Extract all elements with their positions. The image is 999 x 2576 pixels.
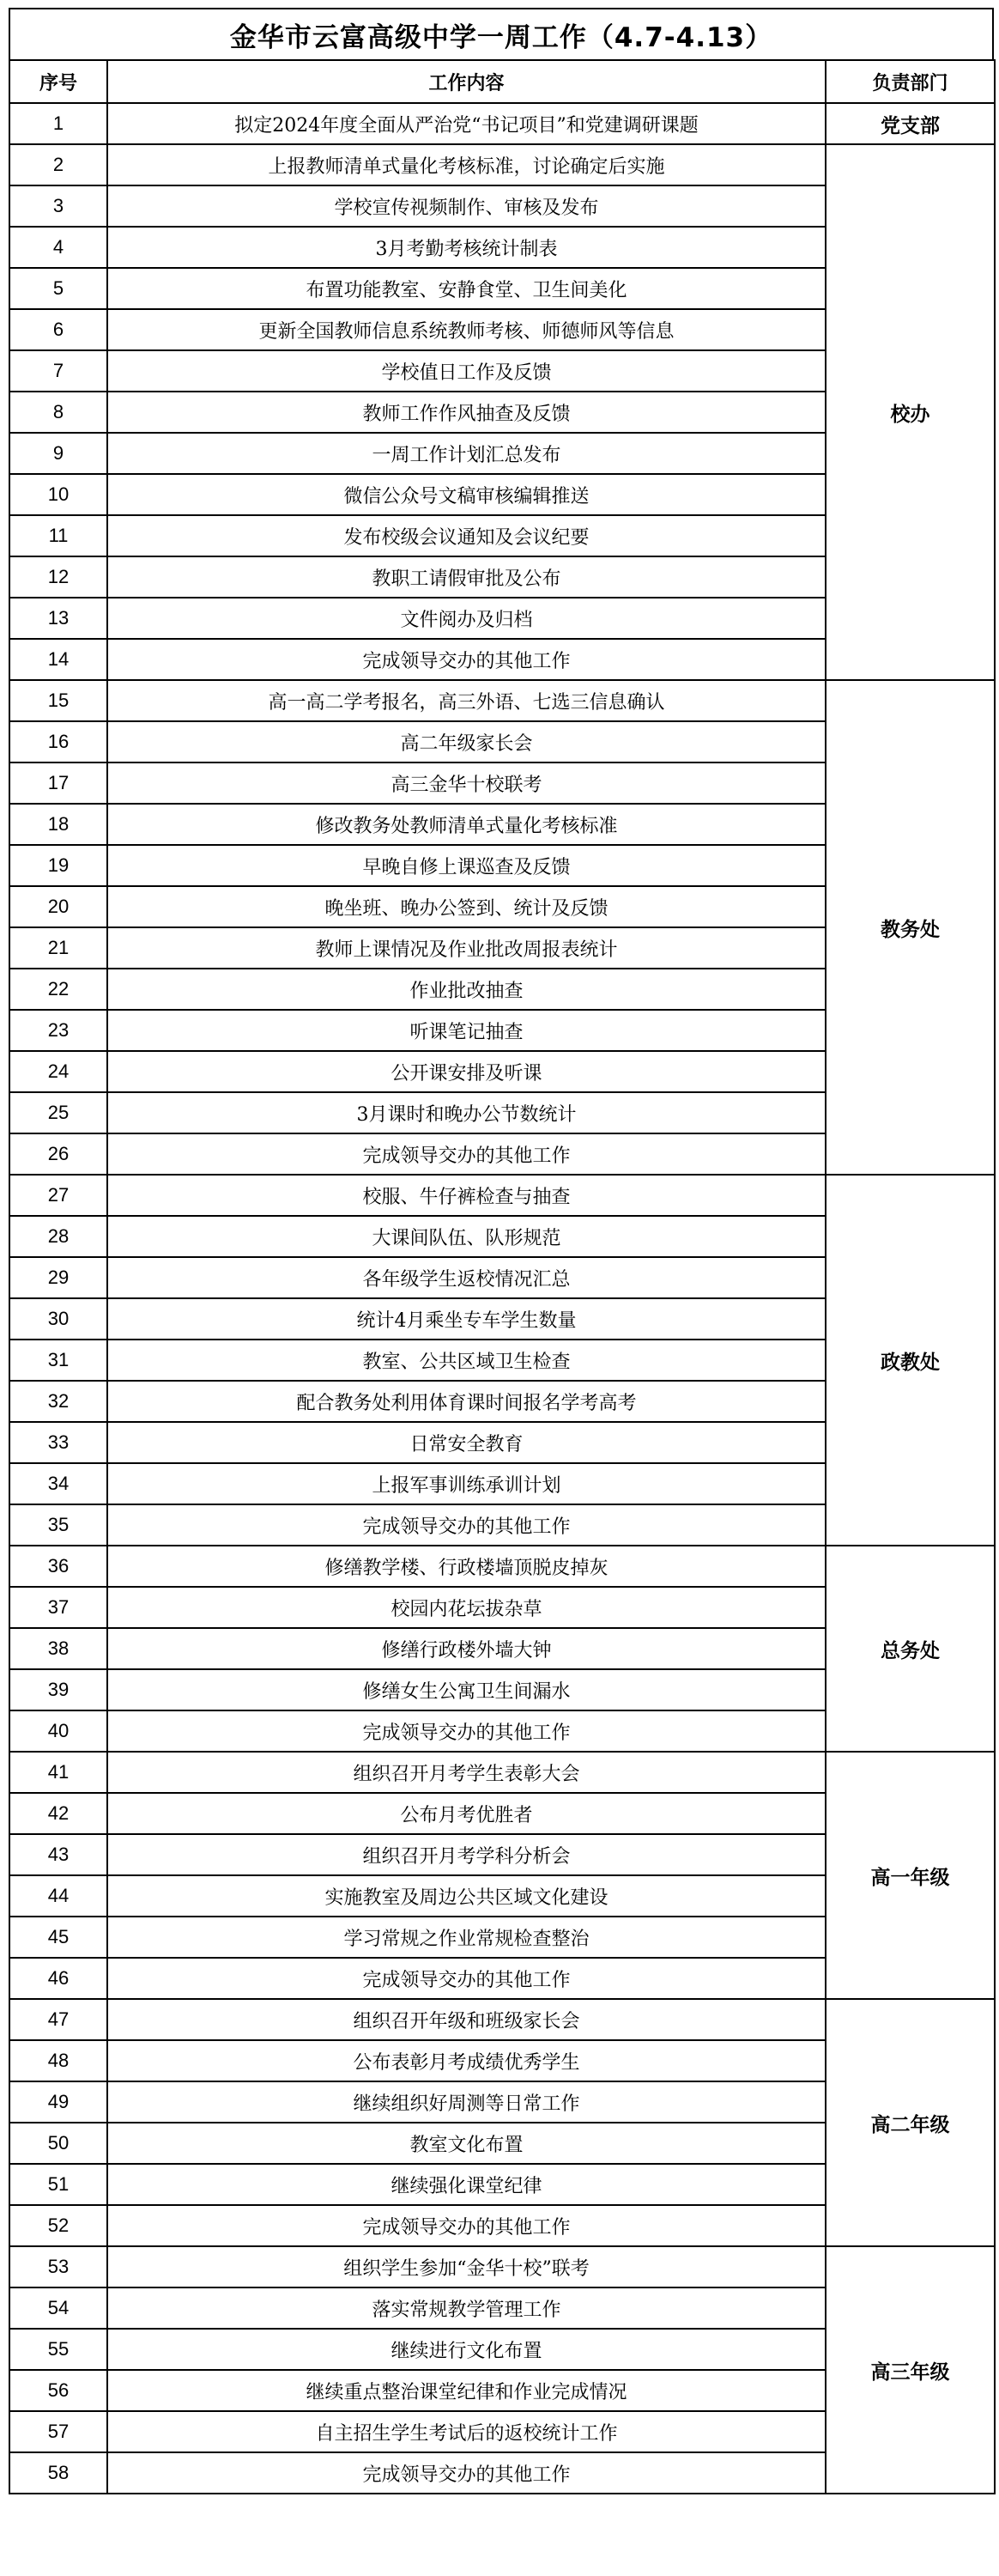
row-content: 完成领导交办的其他工作: [107, 2452, 826, 2494]
row-number: 55: [9, 2329, 107, 2370]
table-row: [9, 1546, 995, 1587]
row-number: 39: [9, 1669, 107, 1710]
row-number: 58: [9, 2452, 107, 2494]
row-content: 教师上课情况及作业批改周报表统计: [107, 927, 826, 969]
row-content: 继续强化课堂纪律: [107, 2164, 826, 2205]
row-content: 大课间队伍、队形规范: [107, 1216, 826, 1257]
row-number: 6: [9, 309, 107, 350]
row-content: 听课笔记抽查: [107, 1010, 826, 1051]
row-number: 53: [9, 2246, 107, 2287]
department-cell: 党支部: [826, 103, 995, 144]
table-row: [9, 680, 995, 721]
row-number: 57: [9, 2411, 107, 2452]
row-number: 25: [9, 1092, 107, 1133]
header-department: 负责部门: [826, 60, 995, 103]
row-content: 公开课安排及听课: [107, 1051, 826, 1092]
row-number: 19: [9, 845, 107, 886]
row-content: 落实常规教学管理工作: [107, 2287, 826, 2329]
row-content: 3月考勤考核统计制表: [107, 227, 826, 268]
row-number: 17: [9, 762, 107, 804]
row-number: 42: [9, 1793, 107, 1834]
table-row: [9, 1999, 995, 2040]
row-content: 组织召开年级和班级家长会: [107, 1999, 826, 2040]
table-row: [9, 1752, 995, 1793]
row-content: 公布月考优胜者: [107, 1793, 826, 1834]
table-row: [9, 144, 995, 185]
row-number: 31: [9, 1340, 107, 1381]
row-content: 完成领导交办的其他工作: [107, 2205, 826, 2246]
row-content: 校园内花坛拔杂草: [107, 1587, 826, 1628]
row-number: 32: [9, 1381, 107, 1422]
row-content: 继续重点整治课堂纪律和作业完成情况: [107, 2370, 826, 2411]
row-content: 自主招生学生考试后的返校统计工作: [107, 2411, 826, 2452]
table-header-row: [9, 60, 995, 103]
row-content: 日常安全教育: [107, 1422, 826, 1463]
row-number: 30: [9, 1298, 107, 1340]
row-number: 28: [9, 1216, 107, 1257]
row-content: 继续进行文化布置: [107, 2329, 826, 2370]
row-content: 公布表彰月考成绩优秀学生: [107, 2040, 826, 2081]
row-content: 上报教师清单式量化考核标准，讨论确定后实施: [107, 144, 826, 185]
row-content: 拟定2024年度全面从严治党“书记项目”和党建调研课题: [107, 103, 826, 144]
row-number: 2: [9, 144, 107, 185]
row-number: 49: [9, 2081, 107, 2123]
row-content: 上报军事训练承训计划: [107, 1463, 826, 1504]
row-number: 45: [9, 1917, 107, 1958]
department-cell: 高一年级: [826, 1752, 995, 1999]
work-table: [9, 59, 996, 2494]
row-content: 统计4月乘坐专车学生数量: [107, 1298, 826, 1340]
row-content: 修改教务处教师清单式量化考核标准: [107, 804, 826, 845]
row-content: 继续组织好周测等日常工作: [107, 2081, 826, 2123]
row-number: 36: [9, 1546, 107, 1587]
row-content: 完成领导交办的其他工作: [107, 1133, 826, 1175]
table-row: [9, 103, 995, 144]
department-cell: 政教处: [826, 1175, 995, 1546]
department-cell: 高三年级: [826, 2246, 995, 2494]
row-content: 高一高二学考报名，高三外语、七选三信息确认: [107, 680, 826, 721]
row-content: 学校值日工作及反馈: [107, 350, 826, 392]
row-number: 13: [9, 598, 107, 639]
header-index: 序号: [9, 60, 107, 103]
row-content: 配合教务处利用体育课时间报名学考高考: [107, 1381, 826, 1422]
row-number: 5: [9, 268, 107, 309]
row-number: 24: [9, 1051, 107, 1092]
row-content: 实施教室及周边公共区域文化建设: [107, 1875, 826, 1917]
row-content: 发布校级会议通知及会议纪要: [107, 515, 826, 556]
row-number: 15: [9, 680, 107, 721]
row-content: 完成领导交办的其他工作: [107, 1710, 826, 1752]
row-content: 组织学生参加“金华十校”联考: [107, 2246, 826, 2287]
header-content: 工作内容: [107, 60, 826, 103]
row-content: 完成领导交办的其他工作: [107, 639, 826, 680]
department-cell: 教务处: [826, 680, 995, 1175]
row-content: 修缮教学楼、行政楼墙顶脱皮掉灰: [107, 1546, 826, 1587]
row-number: 16: [9, 721, 107, 762]
row-content: 学习常规之作业常规检查整治: [107, 1917, 826, 1958]
row-content: 一周工作计划汇总发布: [107, 433, 826, 474]
row-number: 7: [9, 350, 107, 392]
row-content: 教师工作作风抽查及反馈: [107, 392, 826, 433]
row-content: 早晚自修上课巡查及反馈: [107, 845, 826, 886]
work-plan-sheet: [9, 8, 994, 2494]
row-number: 50: [9, 2123, 107, 2164]
row-content: 组织召开月考学生表彰大会: [107, 1752, 826, 1793]
row-number: 44: [9, 1875, 107, 1917]
department-cell: 高二年级: [826, 1999, 995, 2246]
row-number: 54: [9, 2287, 107, 2329]
row-content: 作业批改抽查: [107, 969, 826, 1010]
row-number: 14: [9, 639, 107, 680]
row-number: 46: [9, 1958, 107, 1999]
row-number: 1: [9, 103, 107, 144]
row-number: 43: [9, 1834, 107, 1875]
table-row: [9, 2246, 995, 2287]
row-number: 20: [9, 886, 107, 927]
row-content: 完成领导交办的其他工作: [107, 1958, 826, 1999]
row-number: 18: [9, 804, 107, 845]
row-number: 40: [9, 1710, 107, 1752]
page-title: 金华市云富高级中学一周工作（4.7-4.13）: [9, 8, 994, 59]
row-content: 修缮女生公寓卫生间漏水: [107, 1669, 826, 1710]
table-row: [9, 1175, 995, 1216]
row-number: 3: [9, 185, 107, 227]
row-content: 组织召开月考学科分析会: [107, 1834, 826, 1875]
row-number: 12: [9, 556, 107, 598]
row-number: 8: [9, 392, 107, 433]
row-number: 29: [9, 1257, 107, 1298]
row-number: 22: [9, 969, 107, 1010]
row-number: 51: [9, 2164, 107, 2205]
row-number: 47: [9, 1999, 107, 2040]
row-number: 37: [9, 1587, 107, 1628]
row-number: 26: [9, 1133, 107, 1175]
row-content: 高二年级家长会: [107, 721, 826, 762]
row-number: 10: [9, 474, 107, 515]
row-number: 41: [9, 1752, 107, 1793]
row-number: 4: [9, 227, 107, 268]
row-content: 教室文化布置: [107, 2123, 826, 2164]
row-content: 修缮行政楼外墙大钟: [107, 1628, 826, 1669]
row-number: 21: [9, 927, 107, 969]
row-number: 52: [9, 2205, 107, 2246]
row-content: 文件阅办及归档: [107, 598, 826, 639]
row-number: 34: [9, 1463, 107, 1504]
row-content: 学校宣传视频制作、审核及发布: [107, 185, 826, 227]
row-content: 完成领导交办的其他工作: [107, 1504, 826, 1546]
row-content: 更新全国教师信息系统教师考核、师德师风等信息: [107, 309, 826, 350]
row-number: 11: [9, 515, 107, 556]
row-number: 33: [9, 1422, 107, 1463]
department-cell: 总务处: [826, 1546, 995, 1752]
row-content: 教职工请假审批及公布: [107, 556, 826, 598]
row-number: 56: [9, 2370, 107, 2411]
row-number: 35: [9, 1504, 107, 1546]
row-number: 23: [9, 1010, 107, 1051]
row-content: 晚坐班、晚办公签到、统计及反馈: [107, 886, 826, 927]
row-content: 高三金华十校联考: [107, 762, 826, 804]
row-content: 微信公众号文稿审核编辑推送: [107, 474, 826, 515]
table-body: [9, 103, 995, 2494]
row-number: 38: [9, 1628, 107, 1669]
department-cell: 校办: [826, 144, 995, 680]
row-number: 48: [9, 2040, 107, 2081]
row-number: 9: [9, 433, 107, 474]
row-number: 27: [9, 1175, 107, 1216]
row-content: 布置功能教室、安静食堂、卫生间美化: [107, 268, 826, 309]
row-content: 教室、公共区域卫生检查: [107, 1340, 826, 1381]
row-content: 各年级学生返校情况汇总: [107, 1257, 826, 1298]
row-content: 3月课时和晚办公节数统计: [107, 1092, 826, 1133]
row-content: 校服、牛仔裤检查与抽查: [107, 1175, 826, 1216]
